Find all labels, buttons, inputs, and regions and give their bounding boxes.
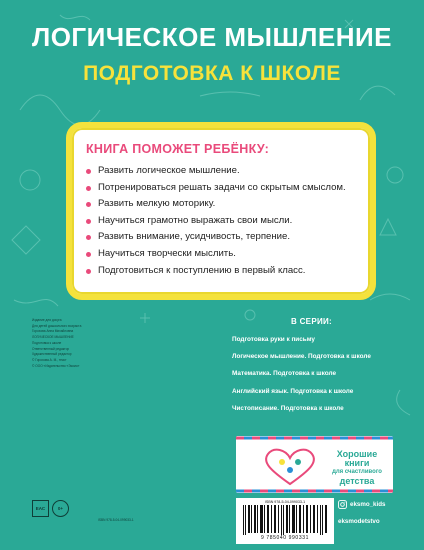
imprint-line: © ООО «Издательство «Эксмо» [32,363,80,368]
stamp-line: детства [339,476,375,486]
imprint-block [32,318,116,369]
imprint-line: Художественный редактор [32,352,72,357]
eac-mark-icon: ЕАС [32,500,49,517]
series-item: Подготовка руки к письму [232,336,315,343]
imprint-line: Ответственный редактор [32,346,70,351]
imprint-line: ЛОГИЧЕСКОЕ МЫШЛЕНИЕ [32,335,74,340]
benefit-item: Развить логическое мышление. [86,164,362,179]
social-links [338,500,420,534]
stamp-line: Хорошие [336,449,378,459]
imprint-line: Для детей дошкольного возраста [32,323,82,328]
isbn-code: ISBN 978-5-04-099033-1 [98,518,134,522]
stamp-line: книги [344,458,370,468]
series-item: Логическое мышление. Подготовка к школе [232,353,371,361]
good-books-stamp [236,436,393,493]
benefits-heading: КНИГА ПОМОЖЕТ РЕБЁНКУ: [86,142,270,156]
website-handle: eksmodetstvo [338,518,380,525]
series-item: Английский язык. Подготовка к школе [232,387,354,395]
barcode-bars-icon [243,505,327,535]
imprint-line: Издание для досуга [32,318,62,322]
book-title: ЛОГИЧЕСКОЕ МЫШЛЕНИЕ [31,22,393,52]
heart-icon [260,446,320,486]
instagram-icon [338,500,347,509]
imprint-line: Горохова Анна Михайловна [32,329,74,334]
benefit-item: Подготовиться к поступлению в первый класс. [86,264,362,279]
series-item: Математика. Подготовка к школе [232,370,336,378]
barcode [236,498,334,544]
imprint-line: © Горохова А. М., текст [32,357,67,362]
series-list [232,336,371,422]
certification-logos [32,500,102,516]
benefit-item: Развить внимание, усидчивость, терпение. [86,230,362,245]
benefit-item: Научиться грамотно выражать свои мысли. [86,214,362,229]
series-item: Чистописание. Подготовка к школе [232,404,344,412]
imprint-line: Подготовка к школе [32,340,62,345]
website-link[interactable] [338,517,420,528]
benefit-item: Развить мелкую моторику. [86,197,362,212]
barcode-number: 9 785040 990331 [261,535,309,541]
book-subtitle: ПОДГОТОВКА К ШКОЛЕ [83,62,341,85]
barcode-isbn: ISBN 978-5-04-099033-1 [264,500,306,504]
series-heading: В СЕРИИ: [291,317,333,326]
age-rating-icon: 0+ [52,500,69,517]
instagram-handle: eksmo_kids [350,501,386,508]
instagram-link[interactable] [338,500,420,511]
stamp-line: для счастливого [332,469,382,475]
benefit-item: Потренироваться решать задачи со скрытым смыслом. [86,181,362,196]
benefits-list [86,164,362,280]
benefits-card [66,122,376,300]
benefit-item: Научиться творчески мыслить. [86,247,362,262]
stamp-slogan [326,450,388,486]
